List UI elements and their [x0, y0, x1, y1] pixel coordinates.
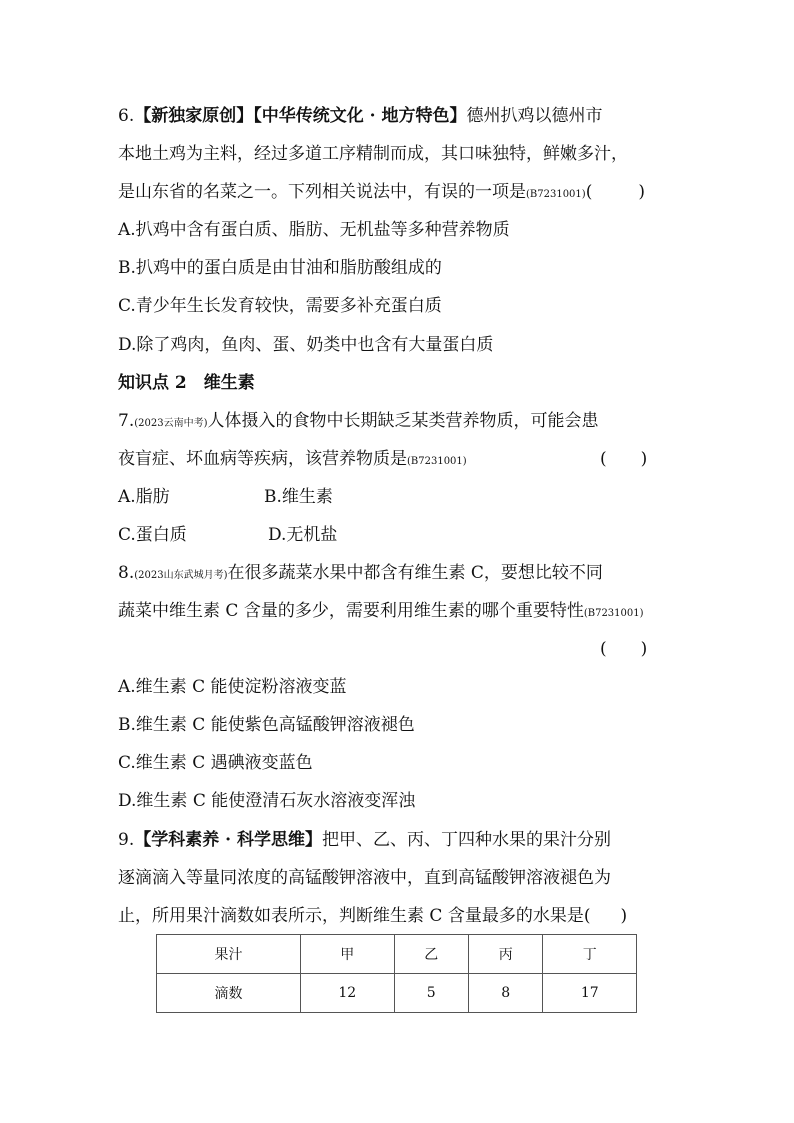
q9-line-3 [118, 904, 627, 928]
q9-answer-bracket-close: ) [620, 906, 628, 926]
table-cell: 5 [394, 974, 468, 1013]
q6-stem-3: 是山东省的名菜之一。下列相关说法中，有误的一项是 [118, 182, 526, 202]
q6-tag-original: 【新独家原创】 [134, 106, 254, 126]
q7-option-a: A.脂肪 [118, 487, 170, 507]
q8-option-b: B.维生素 C 能使紫色高锰酸钾溶液褪色 [118, 715, 415, 735]
q7-stem-2: 夜盲症、坏血病等疾病，该营养物质是 [118, 449, 407, 469]
q8-stem-2: 蔬菜中维生素 C 含量的多少，需要利用维生素的哪个重要特性 [118, 601, 584, 621]
q7-option-d: D.无机盐 [268, 525, 338, 545]
q6-option-d: D.除了鸡肉，鱼肉、蛋、奶类中也含有大量蛋白质 [118, 335, 494, 355]
q7-code: (B7231001) [407, 456, 467, 467]
q8-stem-1: 在很多蔬菜水果中都含有维生素 C，要想比较不同 [227, 563, 603, 583]
q7-source: (2023云南中考) [134, 418, 208, 429]
q7-answer-bracket[interactable]: ( ) [600, 449, 648, 469]
table-header-cell: 甲 [301, 935, 395, 974]
q6-line-1 [118, 104, 603, 128]
q6-line-2 [118, 142, 628, 166]
q9-answer-bracket-open: ( [583, 906, 591, 926]
q6-option-a: A.扒鸡中含有蛋白质、脂肪、无机盐等多种营养物质 [118, 220, 510, 240]
q8-option-d: D.维生素 C 能使澄清石灰水溶液变浑浊 [118, 791, 416, 811]
q8-number: 8. [118, 563, 135, 583]
q7-number: 7. [118, 411, 135, 431]
table-header-cell: 丙 [468, 935, 542, 974]
q9-line-2 [118, 866, 611, 890]
juice-drops-table [156, 934, 637, 1013]
section-title: 知识点 2 维生素 [118, 373, 255, 393]
q6-tag-culture: 【中华传统文化 · 地方特色】 [253, 106, 467, 126]
q8-answer-bracket[interactable]: ( ) [600, 639, 648, 659]
q6-line-3 [118, 180, 645, 207]
q9-number: 9. [118, 830, 135, 850]
q6-answer-bracket-close: ) [638, 182, 645, 202]
q7-line-2 [118, 447, 467, 474]
q8-source: (2023山东武城月考) [134, 570, 228, 581]
table-header-cell: 丁 [543, 935, 637, 974]
q6-number: 6. [118, 106, 135, 126]
q9-tag: 【学科素养 · 科学思维】 [134, 830, 322, 850]
table-cell: 8 [468, 974, 542, 1013]
q8-option-a: A.维生素 C 能使淀粉溶液变蓝 [118, 677, 347, 697]
q6-option-c: C.青少年生长发育较快，需要多补充蛋白质 [118, 296, 442, 316]
q7-option-b: B.维生素 [264, 487, 333, 507]
q8-code: (B7231001) [583, 608, 644, 619]
q6-stem-1: 德州扒鸡以德州市 [466, 106, 603, 126]
q8-line-2 [118, 599, 644, 626]
q7-line-1 [118, 409, 599, 436]
q9-stem-3: 止，所用果汁滴数如表所示，判断维生素 C 含量最多的水果是 [118, 906, 584, 926]
q9-line-1 [118, 828, 611, 852]
table-row [157, 974, 637, 1013]
table-cell: 12 [301, 974, 395, 1013]
table-header-row [157, 935, 637, 974]
q7-stem-1: 人体摄入的食物中长期缺乏某类营养物质，可能会患 [207, 411, 599, 431]
q8-option-c: C.维生素 C 遇碘液变蓝色 [118, 753, 313, 773]
table-cell: 滴数 [157, 974, 301, 1013]
table-cell: 17 [543, 974, 637, 1013]
table-header-cell: 乙 [394, 935, 468, 974]
q9-stem-1: 把甲、乙、丙、丁四种水果的果汁分别 [322, 830, 611, 850]
q6-stem-2: 本地土鸡为主料，经过多道工序精制而成，其口味独特，鲜嫩多汁， [118, 144, 628, 164]
q6-option-b: B.扒鸡中的蛋白质是由甘油和脂肪酸组成的 [118, 258, 442, 278]
q6-answer-bracket-open: ( [585, 182, 593, 202]
q9-stem-2: 逐滴滴入等量同浓度的高锰酸钾溶液中，直到高锰酸钾溶液褪色为 [118, 868, 611, 888]
q7-option-c: C.蛋白质 [118, 525, 187, 545]
q6-code: (B7231001) [526, 189, 586, 200]
q8-line-1 [118, 561, 603, 588]
table-header-cell: 果汁 [157, 935, 301, 974]
